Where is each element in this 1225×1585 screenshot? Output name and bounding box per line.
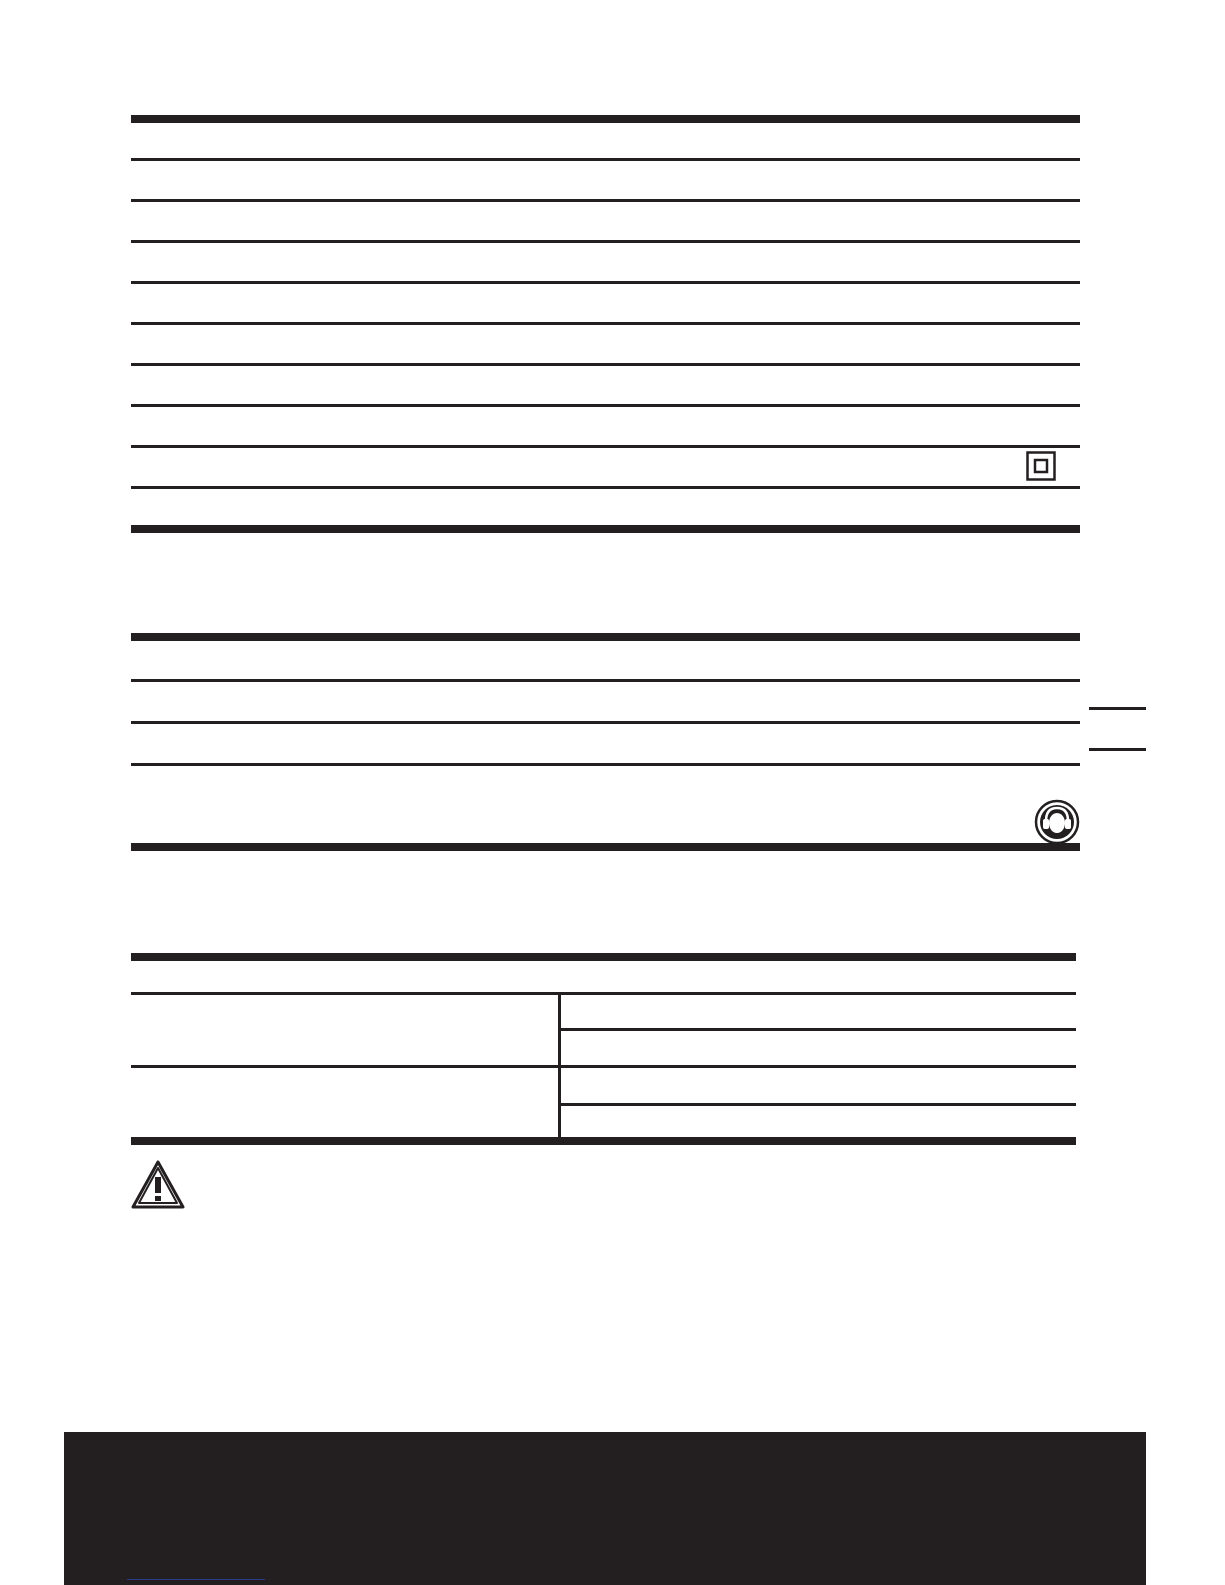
spec-table-top-rule: [131, 115, 1080, 123]
vibration-row-divider: [131, 992, 1076, 995]
wear-ear-protection-icon: [1034, 799, 1080, 845]
footer-link-underline: [127, 1579, 265, 1580]
class-ii-double-insulation-icon: [1026, 451, 1056, 481]
noise-table-bottom-rule: [131, 843, 1080, 851]
vibration-table-bottom-rule: [131, 1137, 1076, 1145]
noise-row-divider: [131, 679, 1080, 682]
spec-row-divider: [131, 445, 1080, 448]
spec-row-divider: [131, 322, 1080, 325]
vibration-column-divider: [558, 992, 561, 1137]
side-tab-mark: [1089, 707, 1146, 710]
warning-triangle-icon: [130, 1159, 186, 1211]
spec-table-bottom-rule: [131, 525, 1080, 533]
spec-row-divider: [131, 240, 1080, 243]
vibration-row-divider: [131, 1065, 1076, 1068]
vibration-table-top-rule: [131, 953, 1076, 961]
spec-row-divider: [131, 486, 1080, 489]
spec-row-divider: [131, 281, 1080, 284]
spec-row-divider: [131, 158, 1080, 161]
spec-row-divider: [131, 363, 1080, 366]
footer-band: [64, 1432, 1146, 1585]
side-tab-mark: [1089, 748, 1146, 751]
noise-row-divider: [131, 763, 1080, 766]
vibration-subrow-divider: [560, 1103, 1076, 1106]
vibration-subrow-divider: [560, 1028, 1076, 1031]
spec-row-divider: [131, 199, 1080, 202]
spec-row-divider: [131, 404, 1080, 407]
noise-table-top-rule: [131, 633, 1080, 641]
noise-row-divider: [131, 721, 1080, 724]
